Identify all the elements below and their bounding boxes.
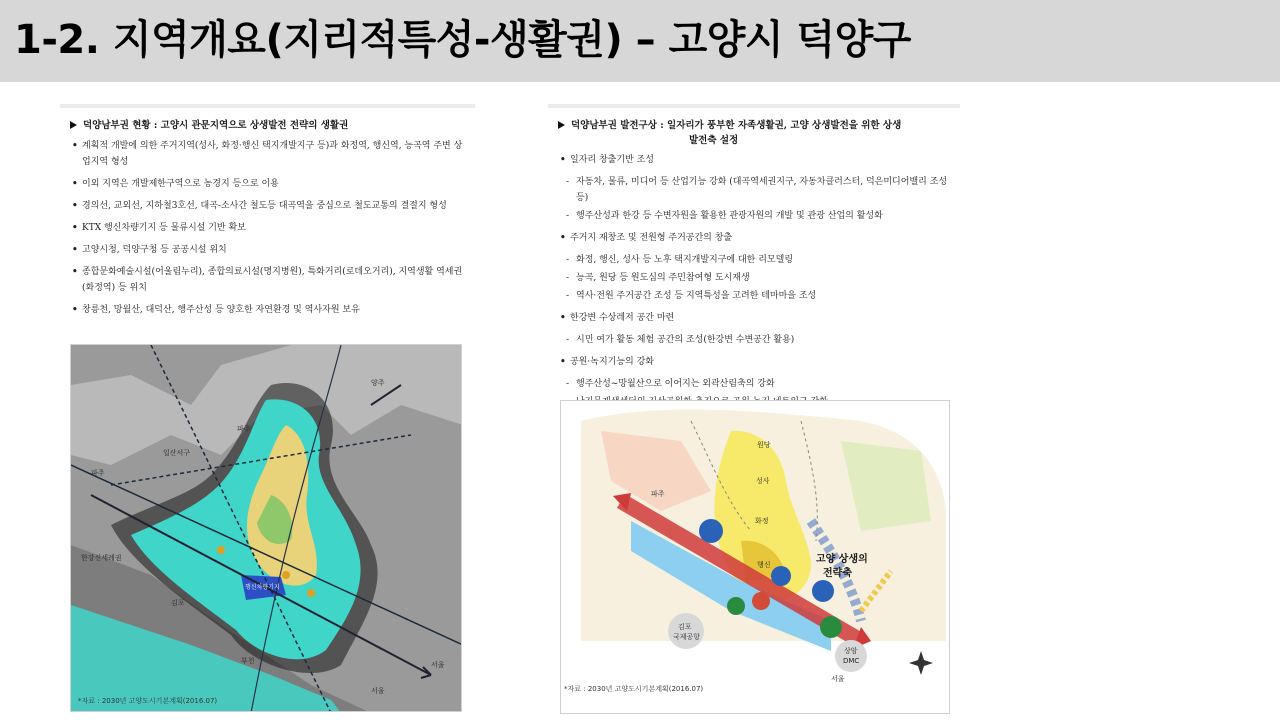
- map-label-haengsin: 행신차량기지: [245, 584, 280, 591]
- map-label-paju: 파주: [237, 425, 251, 433]
- list-item: • 주거지 재창조 및 전원형 주거공간의 창출: [560, 233, 733, 243]
- list-item: - 화정, 행신, 성사 등 노후 택지개발지구에 대한 리모델링: [566, 255, 794, 265]
- list-item: - 역사·전원 주거공간 조성 등 지역특성을 고려한 테마마을 조성: [566, 291, 817, 301]
- map-label-dmc: DMC: [843, 657, 860, 665]
- map-label-hangang: 한강신세례권: [81, 554, 122, 562]
- list-item: - 자동차, 물류, 미디어 등 산업기능 강화 (대곡역세권지구, 자동차클러스터, 덕은미디어밸리 조성 등): [566, 177, 948, 203]
- list-item: • 일자리 창출기반 조성: [560, 155, 654, 165]
- map-label-ilsan: 일산서구: [163, 449, 191, 457]
- title-bar: [0, 0, 1280, 82]
- map-label-gimpo: 김포: [171, 599, 185, 607]
- right-heading-row: [558, 118, 952, 148]
- left-heading-row: [70, 118, 467, 133]
- triangle-bullet-icon: [558, 121, 565, 129]
- map-label-sangam: 상암: [844, 647, 858, 655]
- map-label-seoul: 서울: [831, 675, 845, 683]
- list-item: • 한강변 수상레저 공간 마련: [560, 313, 675, 323]
- list-item: • 고양시청, 덕양구청 등 공공시설 위치: [72, 245, 227, 255]
- left-panel: [60, 104, 475, 714]
- list-item: - 행주산성~망월산으로 이어지는 외곽산림축의 강화: [566, 379, 775, 389]
- right-panel: [548, 104, 960, 716]
- page-title: 1-2. 지역개요(지리적특성-생활권) – 고양시 덕양구: [14, 17, 911, 63]
- right-map-graphic: [561, 401, 950, 714]
- map-label-bucheon: 부천: [241, 657, 255, 665]
- panel-top-rule: [548, 104, 960, 108]
- list-item: • 경의선, 교외선, 지하철3호선, 대곡-소사간 철도등 대곡역을 중심으로 철도교통의 결절지 형성: [72, 201, 447, 211]
- list-item: • 공원·녹지기능의 강화: [560, 357, 654, 367]
- map-label-gimpo: 김포: [678, 623, 692, 631]
- list-item: - 능곡, 원당 등 원도심의 주민참여형 도시재생: [566, 273, 750, 283]
- right-source-note: *자료 : 2030년 고양도시기본계획(2016.07): [564, 685, 704, 693]
- map-label-hwajeong: 화정: [755, 517, 769, 525]
- list-item: - 시민 여가 활동 체험 공간의 조성(한강변 수변공간 활용): [566, 335, 795, 345]
- panel-top-rule: [60, 104, 475, 108]
- map-label-seoul-2: 서울: [371, 687, 385, 695]
- left-map: [70, 344, 462, 712]
- map-label-strategy-2: 전략축: [823, 568, 852, 579]
- right-heading: 덕양남부권 발전구상 : 일자리가 풍부한 자족생활권, 고양 상생발전을 위한 상생 발전축 설정: [571, 120, 902, 146]
- list-item: - 행주산성과 한강 등 수변자원을 활용한 관광자원의 개발 및 관광 산업의 활성화: [566, 211, 883, 221]
- list-item: • 계획적 개발에 의한 주거지역(성사, 화정·행신 택지개발지구 등)과 화정역, 행신역, 능곡역 주변 상업지역 형성: [72, 141, 463, 167]
- left-heading: 덕양남부권 현황 : 고양시 관문지역으로 상생발전 전략의 생활권: [83, 120, 349, 131]
- map-label-strategy: 고양 상생의: [816, 554, 868, 565]
- list-item: • 종합문화예술시설(어울림누리), 종합의료시설(명지병원), 특화거리(로데오거리), 지역생활 역세권(화정역) 등 위치: [72, 267, 463, 293]
- map-label-gimpo-airport: 국제공항: [673, 633, 701, 641]
- list-item: • 창릉천, 망월산, 대덕산, 행주산성 등 양호한 자연환경 및 역사자원 보유: [72, 305, 360, 315]
- left-source-note: *자료 : 2030년 고양도시기본계획(2016.07): [78, 697, 218, 705]
- list-item: • 이외 지역은 개발제한구역으로 농경지 등으로 이용: [72, 179, 279, 189]
- left-bullet-list: [72, 138, 467, 324]
- map-label-yangju: 양주: [371, 379, 385, 387]
- left-map-graphic: [71, 345, 462, 712]
- map-label-paju: 파주: [651, 490, 665, 498]
- triangle-bullet-icon: [70, 121, 77, 129]
- map-label-seoul: 서울: [431, 661, 445, 669]
- map-label-haengsin: 행신: [757, 561, 771, 569]
- right-map: [560, 400, 950, 714]
- map-label-wondang: 원당: [757, 441, 771, 449]
- right-bullet-list: [560, 152, 952, 412]
- map-label-paju-2: 파주: [91, 469, 105, 477]
- list-item: • KTX 행신차량기지 등 물류시설 기반 확보: [72, 223, 246, 233]
- map-label-seongsa: 성사: [756, 477, 770, 485]
